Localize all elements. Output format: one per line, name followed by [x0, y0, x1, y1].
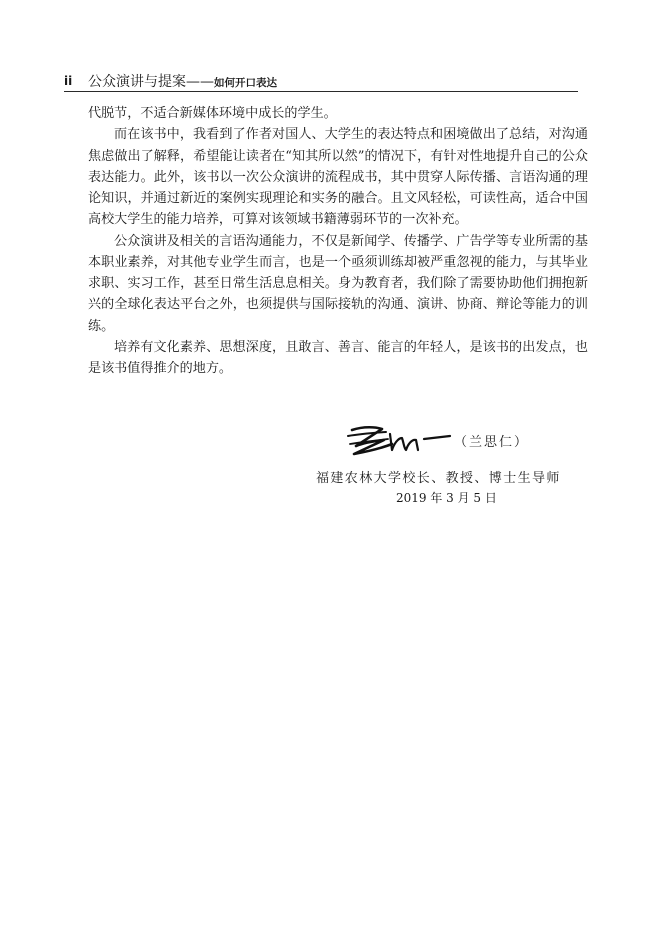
- paragraph-3: 公众演讲及相关的言语沟通能力，不仅是新闻学、传播学、广告学等专业所需的基本职业素养，对其他专业学生而言，也是一个亟须训练却被严重忽视的能力，与其毕业求职、实习工作，甚至日常生活息息相关。身为教育者，我们除了需要协助他们拥抱新兴的全球化表达平台之外，也须提供与国际接轨的沟通、演讲、协商、辩论等能力的训练。: [88, 233, 588, 334]
- book-title-main: 公众演讲与提案——: [88, 74, 214, 90]
- signatory-affiliation: 福建农林大学校长、教授、博士生导师: [316, 471, 561, 486]
- signature-block: [316, 424, 576, 514]
- book-subtitle: 如何开口表达: [214, 77, 277, 89]
- body-text: [88, 103, 588, 379]
- book-title: [88, 71, 277, 91]
- running-header: [64, 63, 578, 92]
- page-number: ii: [64, 74, 73, 88]
- paragraph-1: 代脱节，不适合新媒体环境中成长的学生。: [88, 106, 337, 121]
- signatory-name: （兰思仁）: [454, 435, 530, 450]
- signature-date: 2019 年 3 月 5 日: [396, 491, 497, 505]
- paragraph-4: 培养有文化素养、思想深度，且敢言、善言、能言的年轻人，是该书的出发点，也是该书值得推介的地方。: [88, 339, 588, 376]
- paragraph-2: 而在该书中，我看到了作者对国人、大学生的表达特点和困境做出了总结，对沟通焦虑做出了解释，希望能让读者在“知其所以然”的情况下，有针对性地提升自己的公众表达能力。此外，该书以一次公众演讲的流程成书，其中贯穿人际传播、言语沟通的理论知识，并通过新近的案例实现理论和实务的融合。且文风轻松，可读性高，适合中国高校大学生的能力培养，可算对该领域书籍薄弱环节的一次补充。: [88, 127, 588, 228]
- handwritten-signature-icon: [346, 424, 456, 458]
